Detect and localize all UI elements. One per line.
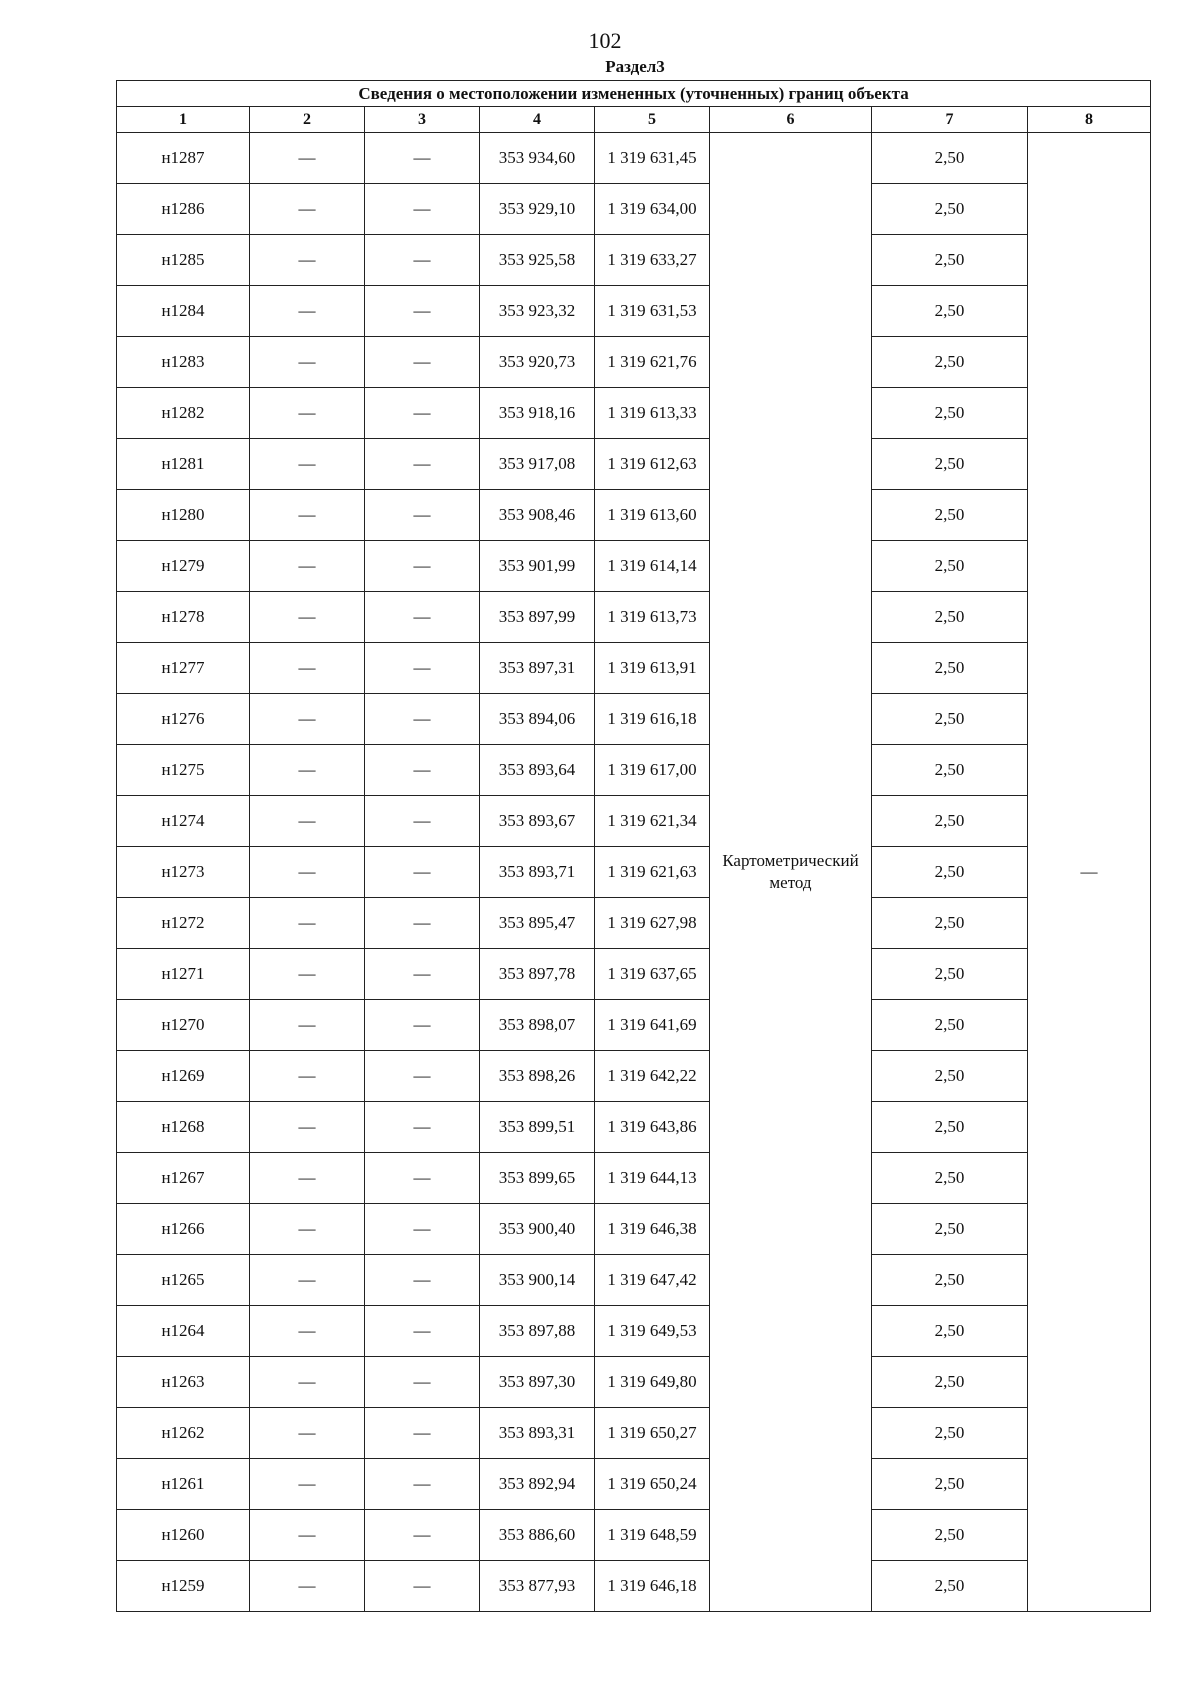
coordinate-y-cell: 1 319 627,98 bbox=[595, 898, 710, 949]
coordinate-x-cell: 353 917,08 bbox=[480, 439, 595, 490]
coordinate-x-cell: 353 925,58 bbox=[480, 235, 595, 286]
accuracy-cell: 2,50 bbox=[872, 1255, 1028, 1306]
coordinate-x-cell: 353 934,60 bbox=[480, 133, 595, 184]
accuracy-cell: 2,50 bbox=[872, 1051, 1028, 1102]
accuracy-cell: 2,50 bbox=[872, 1102, 1028, 1153]
column-3-cell: — bbox=[365, 235, 480, 286]
point-id-cell: н1272 bbox=[117, 898, 250, 949]
table-row bbox=[117, 1000, 1151, 1051]
column-2-cell: — bbox=[250, 184, 365, 235]
column-2-cell: — bbox=[250, 133, 365, 184]
table-caption: Сведения о местоположении измененных (уточненных) границ объекта bbox=[117, 81, 1151, 107]
coordinate-y-cell: 1 319 613,91 bbox=[595, 643, 710, 694]
table-row bbox=[117, 592, 1151, 643]
column-2-cell: — bbox=[250, 490, 365, 541]
coordinate-x-cell: 353 901,99 bbox=[480, 541, 595, 592]
page-number: 102 bbox=[588, 28, 622, 53]
column-3-cell: — bbox=[365, 1051, 480, 1102]
table-row bbox=[117, 1459, 1151, 1510]
accuracy-cell: 2,50 bbox=[872, 1000, 1028, 1051]
point-id-cell: н1274 bbox=[117, 796, 250, 847]
coordinate-y-cell: 1 319 613,60 bbox=[595, 490, 710, 541]
table-row bbox=[117, 898, 1151, 949]
column-3-cell: — bbox=[365, 745, 480, 796]
column-3-cell: — bbox=[365, 388, 480, 439]
coordinate-y-cell: 1 319 643,86 bbox=[595, 1102, 710, 1153]
point-id-cell: н1263 bbox=[117, 1357, 250, 1408]
coordinate-x-cell: 353 899,65 bbox=[480, 1153, 595, 1204]
table-row bbox=[117, 388, 1151, 439]
coordinate-x-cell: 353 893,64 bbox=[480, 745, 595, 796]
coordinate-y-cell: 1 319 650,27 bbox=[595, 1408, 710, 1459]
accuracy-cell: 2,50 bbox=[872, 898, 1028, 949]
column-3-cell: — bbox=[365, 1408, 480, 1459]
column-3-cell: — bbox=[365, 439, 480, 490]
coordinate-y-cell: 1 319 617,00 bbox=[595, 745, 710, 796]
coordinate-y-cell: 1 319 621,34 bbox=[595, 796, 710, 847]
coordinate-y-cell: 1 319 637,65 bbox=[595, 949, 710, 1000]
point-id-cell: н1278 bbox=[117, 592, 250, 643]
column-2-cell: — bbox=[250, 1306, 365, 1357]
column-2-cell: — bbox=[250, 541, 365, 592]
coordinate-x-cell: 353 900,14 bbox=[480, 1255, 595, 1306]
column-2-cell: — bbox=[250, 1255, 365, 1306]
coordinate-x-cell: 353 908,46 bbox=[480, 490, 595, 541]
accuracy-cell: 2,50 bbox=[872, 694, 1028, 745]
coordinate-y-cell: 1 319 621,63 bbox=[595, 847, 710, 898]
table-row bbox=[117, 1357, 1151, 1408]
point-id-cell: н1276 bbox=[117, 694, 250, 745]
table-row bbox=[117, 541, 1151, 592]
table-row bbox=[117, 1561, 1151, 1612]
column-3-cell: — bbox=[365, 337, 480, 388]
coordinate-x-cell: 353 894,06 bbox=[480, 694, 595, 745]
table-row bbox=[117, 796, 1151, 847]
table-row bbox=[117, 337, 1151, 388]
coordinate-y-cell: 1 319 633,27 bbox=[595, 235, 710, 286]
accuracy-cell: 2,50 bbox=[872, 796, 1028, 847]
point-id-cell: н1277 bbox=[117, 643, 250, 694]
column-3-cell: — bbox=[365, 1153, 480, 1204]
column-number: 4 bbox=[480, 107, 595, 133]
coordinate-y-cell: 1 319 644,13 bbox=[595, 1153, 710, 1204]
column-number: 8 bbox=[1028, 107, 1151, 133]
coordinate-x-cell: 353 899,51 bbox=[480, 1102, 595, 1153]
column-2-cell: — bbox=[250, 1153, 365, 1204]
coordinate-y-cell: 1 319 634,00 bbox=[595, 184, 710, 235]
table-row bbox=[117, 286, 1151, 337]
point-id-cell: н1262 bbox=[117, 1408, 250, 1459]
table-row bbox=[117, 1510, 1151, 1561]
coordinate-y-cell: 1 319 649,53 bbox=[595, 1306, 710, 1357]
table-row bbox=[117, 235, 1151, 286]
coordinate-x-cell: 353 892,94 bbox=[480, 1459, 595, 1510]
point-id-cell: н1261 bbox=[117, 1459, 250, 1510]
column-2-cell: — bbox=[250, 388, 365, 439]
column-3-cell: — bbox=[365, 1000, 480, 1051]
column-number: 7 bbox=[872, 107, 1028, 133]
accuracy-cell: 2,50 bbox=[872, 1153, 1028, 1204]
accuracy-cell: 2,50 bbox=[872, 745, 1028, 796]
table-row bbox=[117, 1408, 1151, 1459]
coordinate-x-cell: 353 895,47 bbox=[480, 898, 595, 949]
point-id-cell: н1283 bbox=[117, 337, 250, 388]
column-2-cell: — bbox=[250, 1561, 365, 1612]
point-id-cell: н1264 bbox=[117, 1306, 250, 1357]
coordinate-x-cell: 353 923,32 bbox=[480, 286, 595, 337]
accuracy-cell: 2,50 bbox=[872, 1357, 1028, 1408]
column-2-cell: — bbox=[250, 1510, 365, 1561]
column-2-cell: — bbox=[250, 1204, 365, 1255]
coordinate-x-cell: 353 920,73 bbox=[480, 337, 595, 388]
point-id-cell: н1267 bbox=[117, 1153, 250, 1204]
table-row bbox=[117, 643, 1151, 694]
column-number: 1 bbox=[117, 107, 250, 133]
table-row bbox=[117, 847, 1151, 898]
column-2-cell: — bbox=[250, 1000, 365, 1051]
point-id-cell: н1284 bbox=[117, 286, 250, 337]
column-3-cell: — bbox=[365, 1255, 480, 1306]
column-2-cell: — bbox=[250, 1459, 365, 1510]
accuracy-cell: 2,50 bbox=[872, 1561, 1028, 1612]
coordinate-x-cell: 353 918,16 bbox=[480, 388, 595, 439]
coordinate-y-cell: 1 319 649,80 bbox=[595, 1357, 710, 1408]
coordinate-y-cell: 1 319 650,24 bbox=[595, 1459, 710, 1510]
accuracy-cell: 2,50 bbox=[872, 388, 1028, 439]
coordinate-x-cell: 353 929,10 bbox=[480, 184, 595, 235]
column-3-cell: — bbox=[365, 1561, 480, 1612]
coordinate-x-cell: 353 898,26 bbox=[480, 1051, 595, 1102]
accuracy-cell: 2,50 bbox=[872, 1459, 1028, 1510]
column-2-cell: — bbox=[250, 1408, 365, 1459]
coordinate-x-cell: 353 897,30 bbox=[480, 1357, 595, 1408]
point-id-cell: н1273 bbox=[117, 847, 250, 898]
point-id-cell: н1270 bbox=[117, 1000, 250, 1051]
table-row bbox=[117, 439, 1151, 490]
table-row bbox=[117, 1306, 1151, 1357]
point-id-cell: н1271 bbox=[117, 949, 250, 1000]
column-3-cell: — bbox=[365, 1306, 480, 1357]
coordinate-y-cell: 1 319 641,69 bbox=[595, 1000, 710, 1051]
column-3-cell: — bbox=[365, 133, 480, 184]
accuracy-cell: 2,50 bbox=[872, 286, 1028, 337]
column-number: 5 bbox=[595, 107, 710, 133]
accuracy-cell: 2,50 bbox=[872, 235, 1028, 286]
table-row bbox=[117, 949, 1151, 1000]
column-2-cell: — bbox=[250, 898, 365, 949]
point-id-cell: н1275 bbox=[117, 745, 250, 796]
accuracy-cell: 2,50 bbox=[872, 1204, 1028, 1255]
column-3-cell: — bbox=[365, 796, 480, 847]
column-2-cell: — bbox=[250, 694, 365, 745]
column-3-cell: — bbox=[365, 949, 480, 1000]
column-3-cell: — bbox=[365, 1510, 480, 1561]
point-id-cell: н1285 bbox=[117, 235, 250, 286]
column-2-cell: — bbox=[250, 439, 365, 490]
accuracy-cell: 2,50 bbox=[872, 541, 1028, 592]
column-3-cell: — bbox=[365, 541, 480, 592]
table-row bbox=[117, 1204, 1151, 1255]
coordinate-y-cell: 1 319 621,76 bbox=[595, 337, 710, 388]
column-3-cell: — bbox=[365, 1459, 480, 1510]
coordinate-x-cell: 353 877,93 bbox=[480, 1561, 595, 1612]
point-id-cell: н1259 bbox=[117, 1561, 250, 1612]
point-id-cell: н1282 bbox=[117, 388, 250, 439]
column-2-cell: — bbox=[250, 1357, 365, 1408]
coordinate-y-cell: 1 319 631,45 bbox=[595, 133, 710, 184]
point-id-cell: н1266 bbox=[117, 1204, 250, 1255]
point-id-cell: н1260 bbox=[117, 1510, 250, 1561]
coordinate-y-cell: 1 319 646,18 bbox=[595, 1561, 710, 1612]
accuracy-cell: 2,50 bbox=[872, 1306, 1028, 1357]
coordinate-y-cell: 1 319 631,53 bbox=[595, 286, 710, 337]
column-2-cell: — bbox=[250, 847, 365, 898]
coordinate-x-cell: 353 897,88 bbox=[480, 1306, 595, 1357]
coordinate-y-cell: 1 319 648,59 bbox=[595, 1510, 710, 1561]
column-3-cell: — bbox=[365, 898, 480, 949]
accuracy-cell: 2,50 bbox=[872, 490, 1028, 541]
point-id-cell: н1287 bbox=[117, 133, 250, 184]
accuracy-cell: 2,50 bbox=[872, 439, 1028, 490]
column-8-cell: — bbox=[1028, 133, 1151, 1612]
column-2-cell: — bbox=[250, 643, 365, 694]
table-row bbox=[117, 694, 1151, 745]
coordinate-y-cell: 1 319 616,18 bbox=[595, 694, 710, 745]
table-row bbox=[117, 133, 1151, 184]
column-3-cell: — bbox=[365, 592, 480, 643]
column-number: 2 bbox=[250, 107, 365, 133]
table-row bbox=[117, 1102, 1151, 1153]
point-id-cell: н1269 bbox=[117, 1051, 250, 1102]
accuracy-cell: 2,50 bbox=[872, 949, 1028, 1000]
column-2-cell: — bbox=[250, 1102, 365, 1153]
coordinate-x-cell: 353 897,99 bbox=[480, 592, 595, 643]
coordinate-x-cell: 353 898,07 bbox=[480, 1000, 595, 1051]
column-number: 3 bbox=[365, 107, 480, 133]
point-id-cell: н1279 bbox=[117, 541, 250, 592]
point-id-cell: н1280 bbox=[117, 490, 250, 541]
accuracy-cell: 2,50 bbox=[872, 184, 1028, 235]
column-3-cell: — bbox=[365, 1204, 480, 1255]
coordinate-x-cell: 353 886,60 bbox=[480, 1510, 595, 1561]
accuracy-cell: 2,50 bbox=[872, 847, 1028, 898]
coordinate-x-cell: 353 900,40 bbox=[480, 1204, 595, 1255]
column-3-cell: — bbox=[365, 1357, 480, 1408]
column-2-cell: — bbox=[250, 1051, 365, 1102]
column-3-cell: — bbox=[365, 847, 480, 898]
table-row bbox=[117, 184, 1151, 235]
column-2-cell: — bbox=[250, 235, 365, 286]
column-2-cell: — bbox=[250, 286, 365, 337]
point-id-cell: н1286 bbox=[117, 184, 250, 235]
method-cell: Картометрический метод bbox=[710, 133, 872, 1612]
accuracy-cell: 2,50 bbox=[872, 1408, 1028, 1459]
column-2-cell: — bbox=[250, 337, 365, 388]
point-id-cell: н1265 bbox=[117, 1255, 250, 1306]
coordinate-y-cell: 1 319 646,38 bbox=[595, 1204, 710, 1255]
coordinate-x-cell: 353 897,78 bbox=[480, 949, 595, 1000]
coordinate-y-cell: 1 319 642,22 bbox=[595, 1051, 710, 1102]
column-number: 6 bbox=[710, 107, 872, 133]
point-id-cell: н1268 bbox=[117, 1102, 250, 1153]
coordinate-y-cell: 1 319 647,42 bbox=[595, 1255, 710, 1306]
column-3-cell: — bbox=[365, 286, 480, 337]
table-body bbox=[117, 133, 1151, 1612]
boundary-table bbox=[116, 80, 1151, 1612]
table-row bbox=[117, 1051, 1151, 1102]
coordinate-y-cell: 1 319 612,63 bbox=[595, 439, 710, 490]
table-row bbox=[117, 745, 1151, 796]
accuracy-cell: 2,50 bbox=[872, 337, 1028, 388]
coordinate-x-cell: 353 893,71 bbox=[480, 847, 595, 898]
table-row bbox=[117, 1255, 1151, 1306]
coordinate-x-cell: 353 893,67 bbox=[480, 796, 595, 847]
column-number-row bbox=[117, 107, 1151, 133]
column-3-cell: — bbox=[365, 694, 480, 745]
column-3-cell: — bbox=[365, 643, 480, 694]
column-2-cell: — bbox=[250, 592, 365, 643]
accuracy-cell: 2,50 bbox=[872, 133, 1028, 184]
coordinate-y-cell: 1 319 613,73 bbox=[595, 592, 710, 643]
section-title: Раздел3 bbox=[605, 57, 665, 76]
coordinate-y-cell: 1 319 614,14 bbox=[595, 541, 710, 592]
column-2-cell: — bbox=[250, 949, 365, 1000]
table-row bbox=[117, 1153, 1151, 1204]
column-3-cell: — bbox=[365, 184, 480, 235]
table-row bbox=[117, 490, 1151, 541]
accuracy-cell: 2,50 bbox=[872, 1510, 1028, 1561]
column-2-cell: — bbox=[250, 796, 365, 847]
coordinate-x-cell: 353 893,31 bbox=[480, 1408, 595, 1459]
column-3-cell: — bbox=[365, 1102, 480, 1153]
coordinate-y-cell: 1 319 613,33 bbox=[595, 388, 710, 439]
point-id-cell: н1281 bbox=[117, 439, 250, 490]
column-2-cell: — bbox=[250, 745, 365, 796]
column-3-cell: — bbox=[365, 490, 480, 541]
accuracy-cell: 2,50 bbox=[872, 592, 1028, 643]
accuracy-cell: 2,50 bbox=[872, 643, 1028, 694]
coordinate-x-cell: 353 897,31 bbox=[480, 643, 595, 694]
